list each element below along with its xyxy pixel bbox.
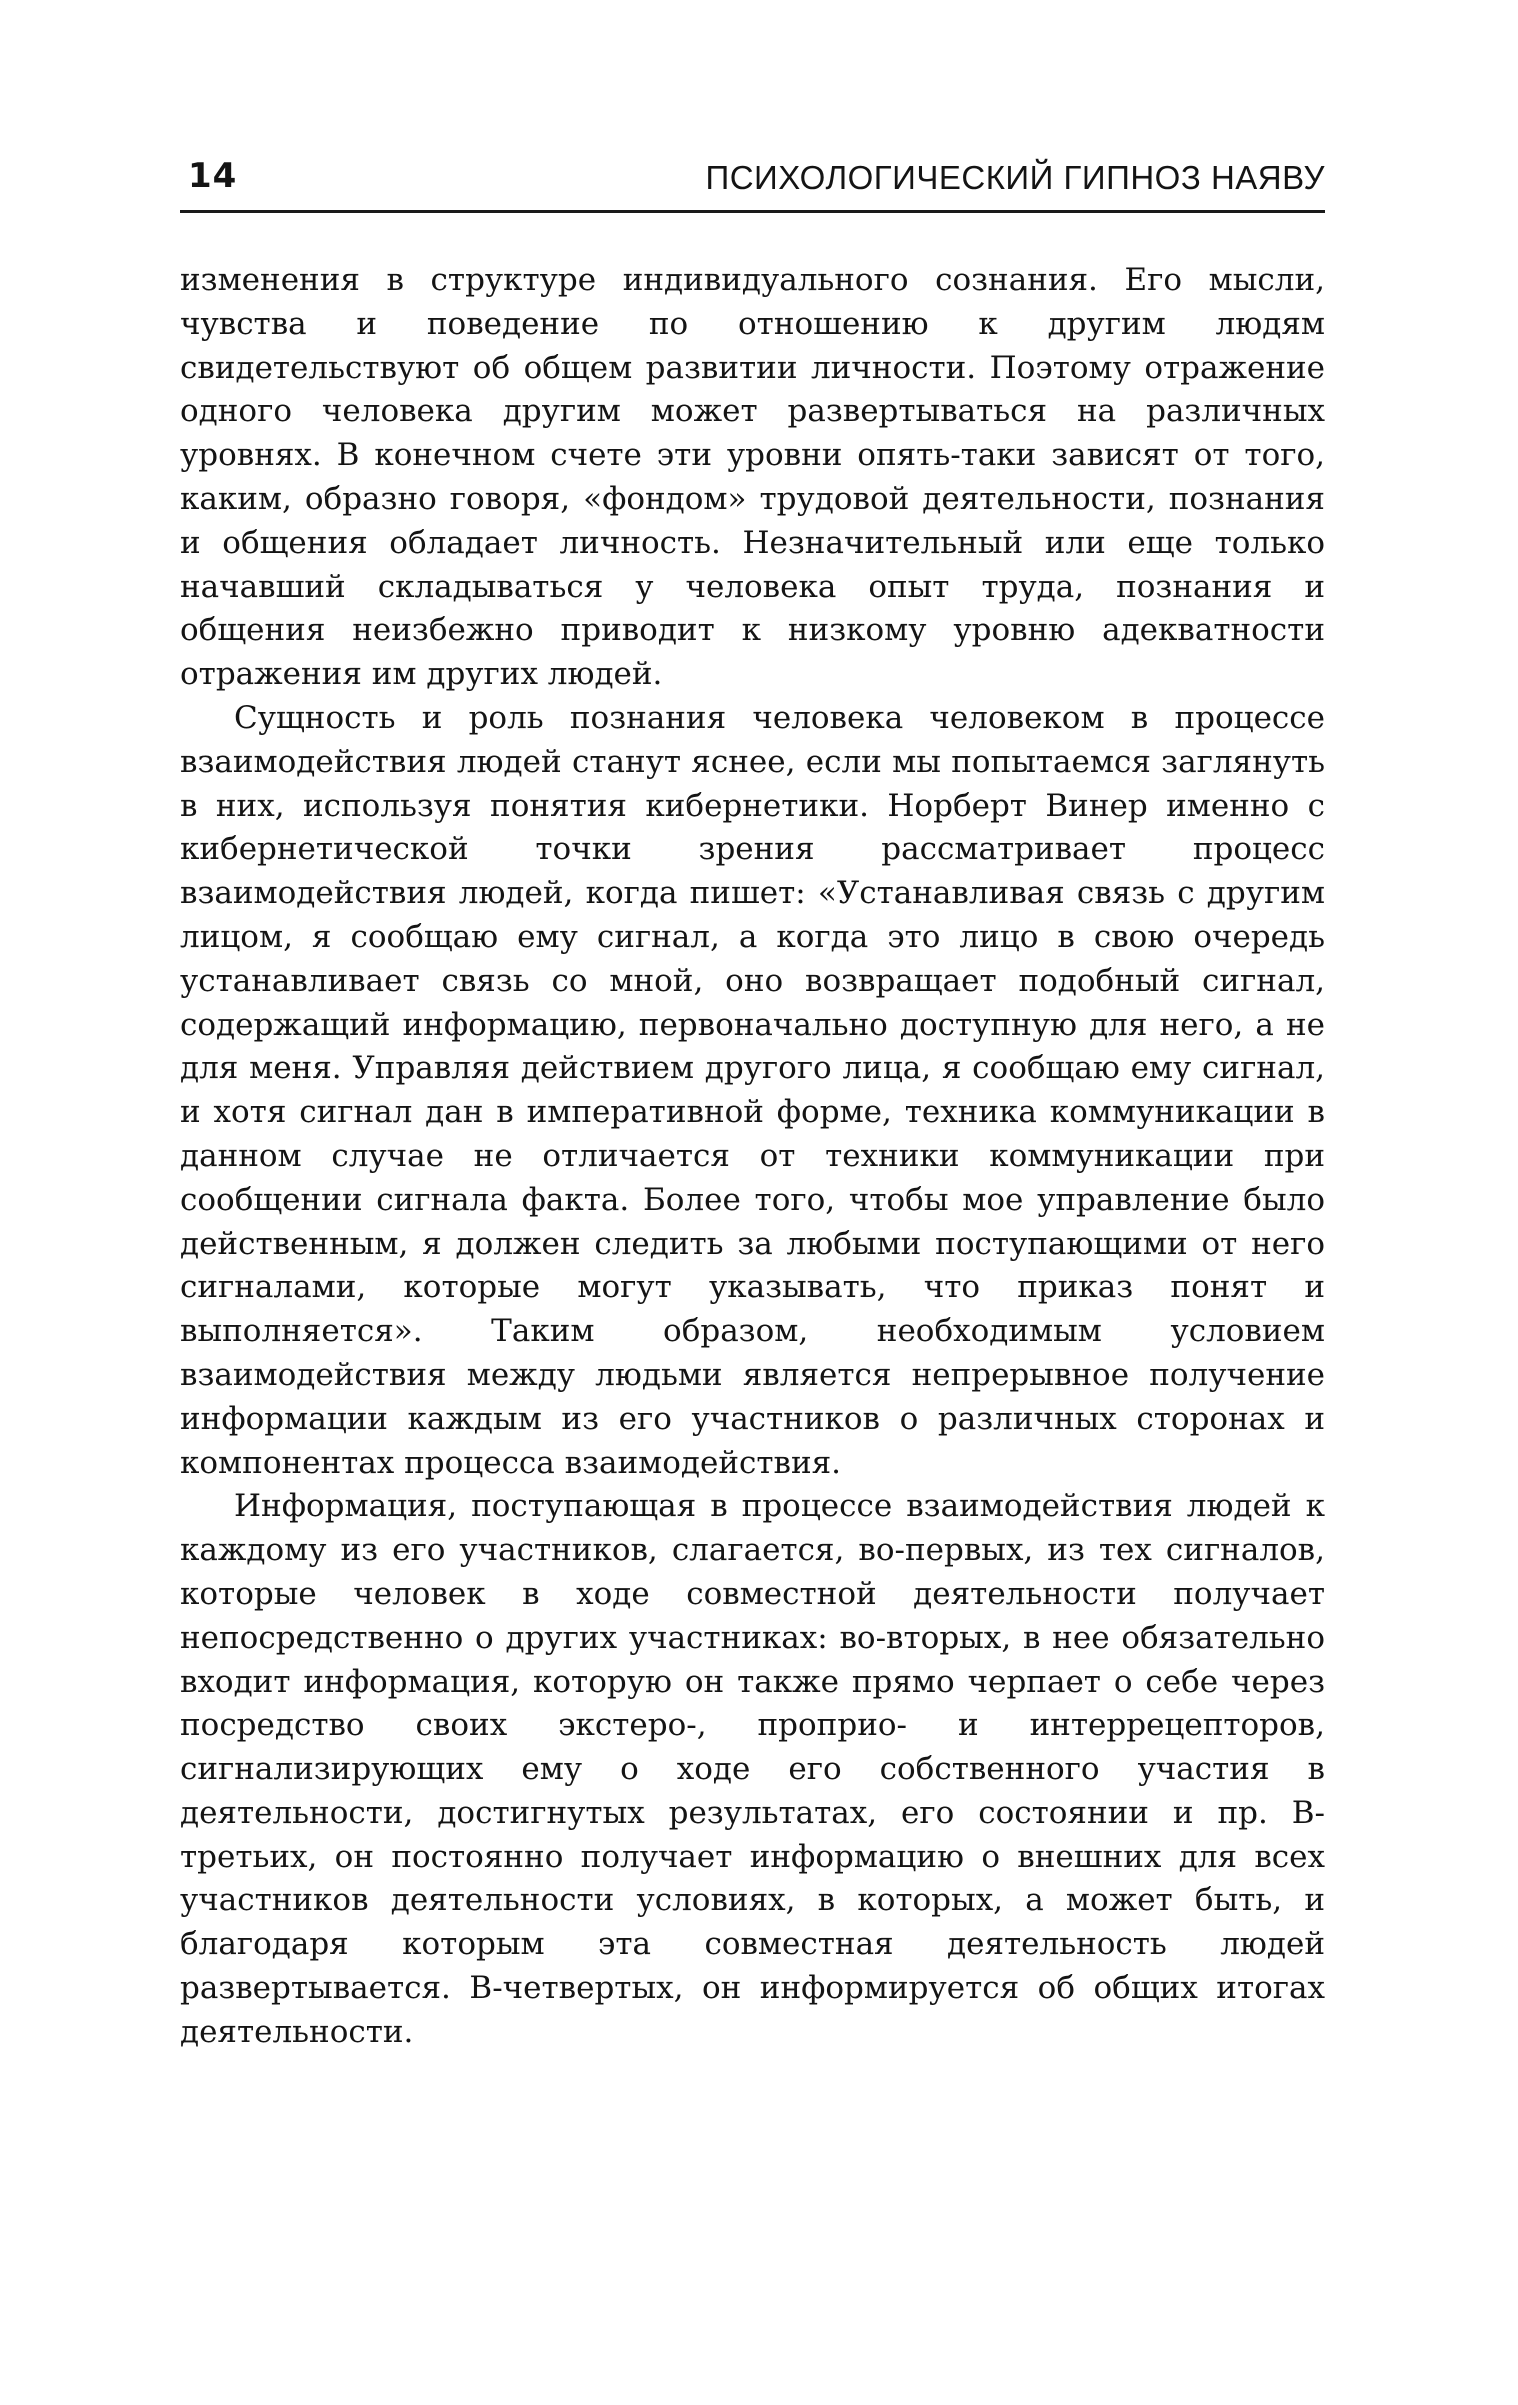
running-title: ПСИХОЛОГИЧЕСКИЙ ГИПНОЗ НАЯВУ [705,159,1325,196]
paragraph-continued: изменения в структуре индивидуального сознания. Его мысли, чувства и поведение по отношению к другим людям свидетельствуют об общем развитии личности. Поэтому отражение одного человека другим может развертываться на различных уровнях. В конечном счете эти уровни опять-таки зависят от того, каким, образно говоря, «фондом» трудовой деятельности, познания и общения обладает личность. Незначительный или еще только начавший складываться у человека опыт труда, познания и общения неизбежно приводит к низкому уровню адекватности отражения им других людей. [180,262,1325,693]
body-text [180,259,1325,2055]
paragraph-information-sources: Информация, поступающая в процессе взаимодействия людей к каждому из его участников, слагается, во-первых, из тех сигналов, которые человек в ходе совместной деятельности получает непосредственно о других участниках: во-вторых, в нее обязательно входит информация, которую он также прямо черпает о себе через посредство своих экстеро-, проприо- и интеррецепторов, сигнализирующих ему о ходе его собственного участия в деятельности, достигнутых результатах, его состоянии и пр. В-третьих, он постоянно получает информацию о внешних для всех участников деятельности условиях, в которых, а может быть, и благодаря которым эта совместная деятельность людей развертывается. В-четвертых, он информируется об общих итогах деятельности. [180,1488,1325,2050]
page-number: 14 [188,156,238,196]
paragraph-wiener-quote: Сущность и роль познания человека человеком в процессе взаимодействия людей станут яснее, если мы попытаемся заглянуть в них, используя понятия кибернетики. Норберт Винер именно с кибернетической точки зрения рассматривает процесс взаимодействия людей, когда пишет: «Устанавливая связь с другим лицом, я сообщаю ему сигнал, а когда это лицо в свою очередь устанавливает связь со мной, оно возвращает подобный сигнал, содержащий информацию, первоначально доступную для него, а не для меня. Управляя действием другого лица, я сообщаю ему сигнал, и хотя сигнал дан в императивной форме, техника коммуникации в данном случае не отличается от техники коммуникации при сообщении сигнала факта. Более того, чтобы мое управление было действенным, я должен следить за любыми поступающими от него сигналами, которые могут указывать, что приказ понят и выполняется». Таким образом, необходимым условием взаимодействия между людьми является непрерывное получение информации каждым из его участников о различных сторонах и компонентах процесса взаимодействия. [180,699,1325,1481]
running-header [180,140,1325,213]
